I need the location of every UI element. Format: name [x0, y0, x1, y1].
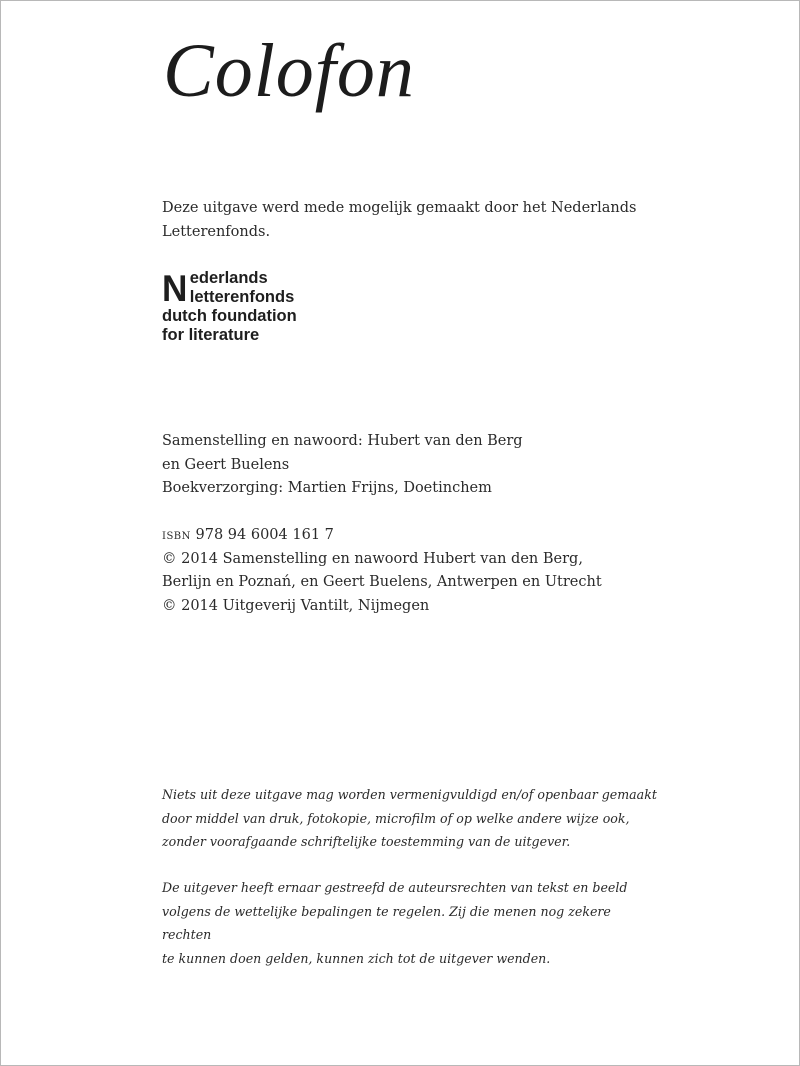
logo-line-1: ederlands — [189, 269, 268, 287]
copyright-line-2: Berlijn en Poznań, en Geert Buelens, Antwerpen en Utrecht — [162, 574, 602, 590]
isbn-label: isbn — [162, 527, 191, 543]
copyright-notice-line-3: te kunnen doen gelden, kunnen zich tot de uitgever wenden. — [162, 950, 551, 966]
logo-line-4: for literature — [162, 326, 260, 344]
letterenfonds-logo — [162, 269, 297, 345]
copyright-line-1: © 2014 Samenstelling en nawoord Hubert van den Berg, — [162, 550, 583, 567]
intro-line-2: Letterenfonds. — [162, 223, 271, 240]
isbn-line — [162, 524, 682, 548]
page-title: Colofon — [163, 29, 415, 113]
copyright-notice-line-1: De uitgever heeft ernaar gestreefd de auteursrechten van tekst en beeld — [162, 880, 628, 895]
credits-line-2: en Geert Buelens — [162, 456, 290, 473]
notice-line-1: Niets uit deze uitgave mag worden vermenigvuldigd en/of openbaar gemaakt — [162, 787, 657, 802]
notice-line-3: zonder voorafgaande schriftelijke toestemming van de uitgever. — [162, 834, 571, 850]
logo-letter-n: N — [162, 268, 188, 309]
copyright-notice — [162, 876, 662, 970]
credits-line-1: Samenstelling en nawoord: Hubert van den Berg — [162, 433, 523, 449]
intro-line-1: Deze uitgave werd mede mogelijk gemaakt door het Nederlands — [162, 200, 637, 216]
logo-line-3: dutch foundation — [162, 307, 297, 325]
copyright-line-3: © 2014 Uitgeverij Vantilt, Nijmegen — [162, 597, 430, 614]
reproduction-notice — [162, 783, 662, 854]
isbn-number: 978 94 6004 161 7 — [195, 527, 334, 543]
rights-block — [162, 524, 682, 618]
copyright-notice-line-2: volgens de wettelijke bepalingen te regelen. Zij die menen nog zekere rechten — [162, 903, 611, 943]
credits-block — [162, 430, 662, 501]
logo-line-2: letterenfonds — [189, 288, 295, 306]
intro-paragraph — [162, 197, 662, 244]
logo-top-row — [162, 269, 297, 307]
logo-top-lines — [190, 269, 295, 307]
notice-line-2: door middel van druk, fotokopie, microfilm of op welke andere wijze ook, — [162, 810, 630, 826]
credits-line-3: Boekverzorging: Martien Frijns, Doetinchem — [162, 480, 492, 496]
